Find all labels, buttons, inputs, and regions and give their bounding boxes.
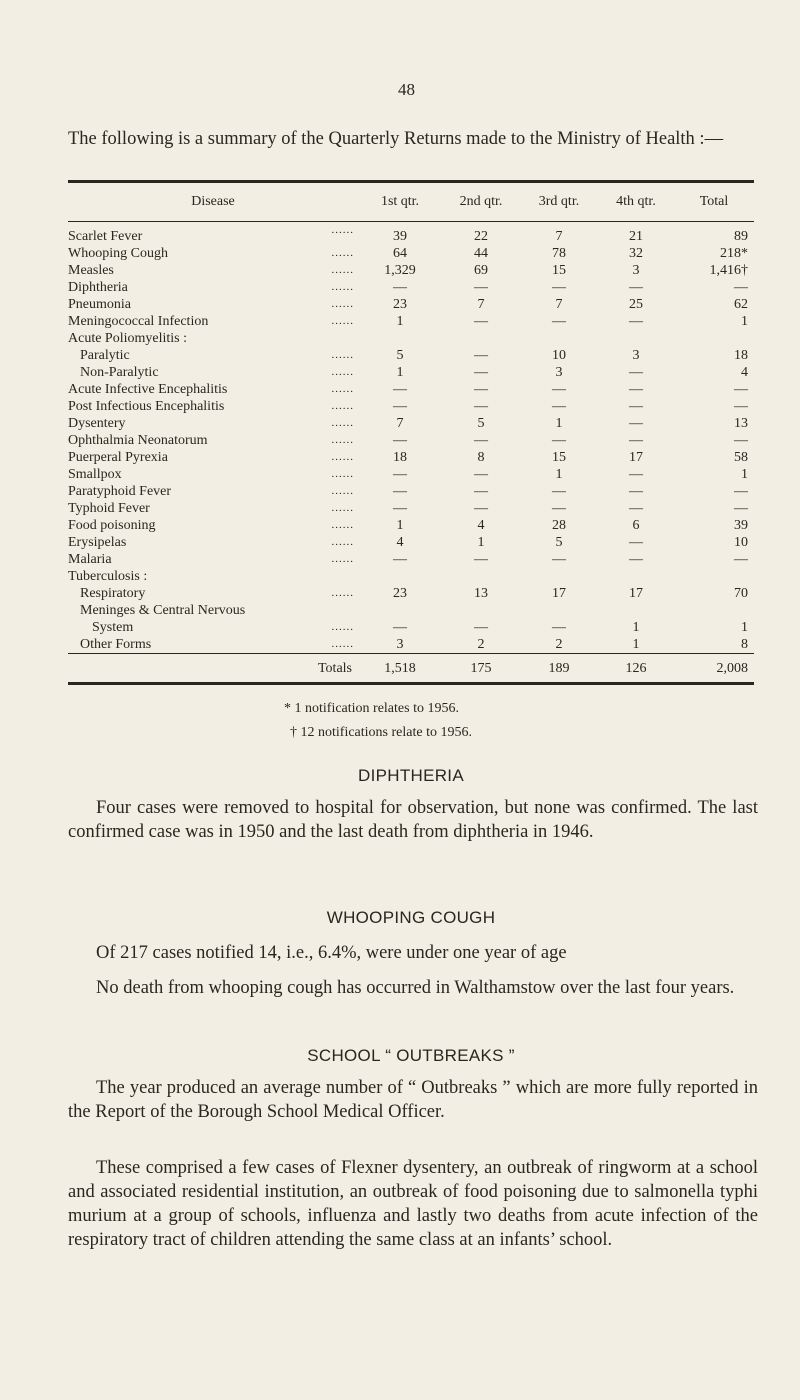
cell-q2: 69 — [474, 263, 488, 278]
leader-dots: ...... — [331, 553, 354, 565]
table-row — [68, 245, 754, 262]
cell-q2 — [442, 568, 520, 585]
cell-q1: 1 — [396, 314, 404, 329]
leader-dots: ...... — [331, 366, 354, 378]
cell-q1: — — [393, 552, 407, 567]
cell-total: 1 — [741, 467, 748, 482]
cell-q2 — [442, 330, 520, 347]
disease-label — [68, 245, 358, 262]
cell-total: 58 — [734, 450, 748, 465]
whooping-paragraph-2: No death from whooping cough has occurred in Walthamstow over the last four years. — [96, 978, 735, 998]
cell-q3: 3 — [555, 365, 563, 380]
disease-name: Diphtheria — [68, 280, 128, 295]
cell-q1: — — [393, 280, 407, 295]
diphtheria-paragraph: Four cases were removed to hospital for observation, but none was confirmed. The last confirmed case was in 1950 and the last death from diphtheria in 1946. — [68, 798, 758, 842]
leader-dots: ...... — [331, 536, 354, 548]
cell-q1: — — [393, 501, 407, 516]
disease-label — [68, 330, 358, 347]
leader-dots: ...... — [331, 400, 354, 412]
disease-name: Puerperal Pyrexia — [68, 450, 168, 465]
disease-name: Meningococcal Infection — [68, 314, 209, 329]
cell-q2: — — [474, 314, 488, 329]
disease-label — [68, 568, 358, 585]
cell-total: 13 — [734, 416, 748, 431]
table-row — [68, 313, 754, 330]
leader-dots: ...... — [331, 468, 354, 480]
leader-dots: ...... — [331, 417, 354, 429]
leader-dots: ...... — [331, 519, 354, 531]
header-disease: Disease — [68, 182, 358, 222]
table-row — [68, 466, 754, 483]
cell-q4 — [598, 568, 674, 585]
cell-q3: 7 — [555, 229, 563, 244]
disease-name: Food poisoning — [68, 518, 156, 533]
cell-q2: 1 — [477, 535, 485, 550]
cell-q4: — — [629, 467, 643, 482]
cell-total: 10 — [734, 535, 748, 550]
disease-name: Erysipelas — [68, 535, 127, 550]
cell-q1: 23 — [393, 297, 407, 312]
leader-dots: ...... — [331, 383, 354, 395]
table-row — [68, 483, 754, 500]
cell-total: 89 — [734, 229, 748, 244]
disease-label — [68, 222, 358, 246]
disease-label — [68, 619, 358, 636]
cell-total: 1 — [741, 620, 748, 635]
disease-label — [68, 381, 358, 398]
cell-q2: 44 — [474, 246, 488, 261]
cell-q1: — — [393, 620, 407, 635]
cell-q1: 23 — [393, 586, 407, 601]
cell-q4: 17 — [629, 586, 643, 601]
disease-name: Meninges & Central Nervous — [80, 603, 246, 618]
disease-name: Post Infectious Encephalitis — [68, 399, 225, 414]
cell-q1: 4 — [396, 535, 404, 550]
cell-q1: — — [393, 433, 407, 448]
cell-q2: 4 — [477, 518, 485, 533]
leader-dots: ...... — [331, 485, 354, 497]
table-row — [68, 551, 754, 568]
header-q1: 1st qtr. — [358, 182, 442, 222]
cell-q2: — — [474, 280, 488, 295]
cell-q1: 64 — [393, 246, 407, 261]
leader-dots: ...... — [331, 224, 354, 236]
table-row — [68, 449, 754, 466]
table-row — [68, 222, 754, 246]
cell-q2: 22 — [474, 229, 488, 244]
cell-q1: 1,329 — [384, 263, 416, 278]
cell-q4: 6 — [632, 518, 640, 533]
cell-q1: 39 — [393, 229, 407, 244]
school-paragraph-2: These comprised a few cases of Flexner dysentery, an outbreak of ringworm at a school and associated residential institution, an outbreak of food poisoning due to salmonella typhi murium at a group of schools, influenza and lastly two deaths from acute infection of the respiratory tract of children attending the same class at an infants’ school. — [68, 1158, 758, 1250]
cell-q2: — — [474, 484, 488, 499]
disease-name: Smallpox — [68, 467, 122, 482]
table-row — [68, 381, 754, 398]
cell-q2: 5 — [477, 416, 485, 431]
cell-q2: — — [474, 467, 488, 482]
cell-q3: — — [552, 620, 566, 635]
disease-name: Other Forms — [80, 637, 152, 652]
leader-dots: ...... — [331, 621, 354, 633]
disease-label — [68, 415, 358, 432]
cell-q3: 1 — [555, 467, 563, 482]
totals-total: 2,008 — [674, 654, 754, 684]
cell-total: 1 — [741, 314, 748, 329]
leader-dots: ...... — [331, 247, 354, 259]
table-row — [68, 636, 754, 654]
disease-label — [68, 279, 358, 296]
disease-name: Typhoid Fever — [68, 501, 150, 516]
table-row — [68, 296, 754, 313]
totals-q3: 189 — [520, 654, 598, 684]
cell-q4: 32 — [629, 246, 643, 261]
header-q4: 4th qtr. — [598, 182, 674, 222]
cell-q3: — — [552, 280, 566, 295]
cell-q4: 25 — [629, 297, 643, 312]
footnote-dagger: † 12 notifications relate to 1956. — [290, 725, 472, 740]
table-row — [68, 279, 754, 296]
disease-name: Paralytic — [80, 348, 130, 363]
disease-label — [68, 517, 358, 534]
cell-q1: 3 — [396, 637, 404, 652]
cell-q2: — — [474, 399, 488, 414]
cell-q3: 17 — [552, 586, 566, 601]
cell-q1 — [358, 330, 442, 347]
cell-total: 39 — [734, 518, 748, 533]
table-row — [68, 534, 754, 551]
cell-q4 — [598, 602, 674, 619]
leader-dots: ...... — [331, 281, 354, 293]
cell-total: 62 — [734, 297, 748, 312]
table-row — [68, 330, 754, 347]
disease-name: System — [92, 620, 134, 635]
cell-q2: — — [474, 620, 488, 635]
intro-paragraph: The following is a summary of the Quarterly Returns made to the Ministry of Health :— — [68, 129, 724, 149]
cell-q4: 3 — [632, 348, 640, 363]
disease-label — [68, 585, 358, 602]
cell-q1: — — [393, 484, 407, 499]
cell-q3 — [520, 602, 598, 619]
leader-dots: ...... — [331, 264, 354, 276]
disease-label — [68, 313, 358, 330]
disease-name: Pneumonia — [68, 297, 131, 312]
cell-q3: — — [552, 399, 566, 414]
cell-q2: — — [474, 552, 488, 567]
disease-label — [68, 534, 358, 551]
disease-label — [68, 466, 358, 483]
cell-q3: 5 — [555, 535, 563, 550]
disease-name: Non-Paralytic — [80, 365, 159, 380]
cell-q3: 78 — [552, 246, 566, 261]
totals-q2: 175 — [442, 654, 520, 684]
disease-label — [68, 636, 358, 654]
cell-q3: — — [552, 501, 566, 516]
cell-q3: 28 — [552, 518, 566, 533]
cell-q4: 3 — [632, 263, 640, 278]
table-header-row — [68, 182, 754, 222]
cell-q1: 1 — [396, 365, 404, 380]
disease-name: Malaria — [68, 552, 112, 567]
disease-name: Acute Infective Encephalitis — [68, 382, 228, 397]
cell-q1: 5 — [396, 348, 404, 363]
cell-q1: — — [393, 399, 407, 414]
table-row — [68, 619, 754, 636]
leader-dots: ...... — [331, 451, 354, 463]
cell-q2: — — [474, 365, 488, 380]
cell-q3: — — [552, 552, 566, 567]
cell-q4: 1 — [632, 637, 640, 652]
cell-total — [674, 602, 754, 619]
leader-dots: ...... — [331, 638, 354, 650]
cell-q1: 7 — [396, 416, 404, 431]
disease-name: Respiratory — [80, 586, 146, 601]
cell-q3: — — [552, 484, 566, 499]
table-row — [68, 364, 754, 381]
cell-total: — — [734, 382, 748, 397]
page-number: 48 — [398, 80, 415, 99]
disease-label — [68, 432, 358, 449]
cell-q1: — — [393, 467, 407, 482]
cell-total: — — [734, 501, 748, 516]
cell-q4: — — [629, 484, 643, 499]
table-row — [68, 517, 754, 534]
totals-row — [68, 654, 754, 684]
cell-q4: — — [629, 314, 643, 329]
table-row — [68, 568, 754, 585]
disease-label — [68, 398, 358, 415]
school-paragraph-1: The year produced an average number of “ Outbreaks ” which are more fully reported in the Report of the Borough School Medical Officer. — [68, 1078, 758, 1122]
cell-q3: — — [552, 382, 566, 397]
cell-total: — — [734, 399, 748, 414]
header-q2: 2nd qtr. — [442, 182, 520, 222]
cell-q3: 10 — [552, 348, 566, 363]
disease-label — [68, 347, 358, 364]
leader-dots: ...... — [331, 434, 354, 446]
cell-q4: — — [629, 399, 643, 414]
table-row — [68, 262, 754, 279]
disease-name: Whooping Cough — [68, 246, 168, 261]
cell-q3 — [520, 568, 598, 585]
heading-whooping-cough: WHOOPING COUGH — [326, 908, 496, 927]
leader-dots: ...... — [331, 587, 354, 599]
disease-label — [68, 449, 358, 466]
cell-q3: 2 — [555, 637, 563, 652]
cell-q3: — — [552, 314, 566, 329]
quarterly-returns-table — [68, 180, 754, 685]
cell-q1 — [358, 602, 442, 619]
cell-total: 218* — [720, 246, 748, 261]
cell-q2 — [442, 602, 520, 619]
cell-q2: — — [474, 382, 488, 397]
disease-label — [68, 551, 358, 568]
table-row — [68, 398, 754, 415]
heading-diphtheria: DIPHTHERIA — [358, 766, 464, 785]
cell-q2: 8 — [477, 450, 485, 465]
cell-q3: 7 — [555, 297, 563, 312]
cell-q2: 2 — [477, 637, 485, 652]
disease-name: Ophthalmia Neonatorum — [68, 433, 208, 448]
cell-q2: — — [474, 348, 488, 363]
cell-q3: 15 — [552, 263, 566, 278]
header-total: Total — [674, 182, 754, 222]
heading-school-outbreaks: SCHOOL “ OUTBREAKS ” — [307, 1046, 515, 1065]
disease-name: Acute Poliomyelitis : — [68, 331, 187, 346]
cell-total — [674, 330, 754, 347]
cell-total — [674, 568, 754, 585]
leader-dots: ...... — [331, 502, 354, 514]
cell-total: 4 — [741, 365, 748, 380]
cell-q4: — — [629, 552, 643, 567]
cell-q1: 18 — [393, 450, 407, 465]
disease-name: Tuberculosis : — [68, 569, 148, 584]
cell-q1 — [358, 568, 442, 585]
cell-q3 — [520, 330, 598, 347]
table-row — [68, 500, 754, 517]
cell-q4: — — [629, 433, 643, 448]
disease-label — [68, 262, 358, 279]
cell-q1: 1 — [396, 518, 404, 533]
disease-name: Measles — [68, 263, 114, 278]
disease-label — [68, 364, 358, 381]
cell-q3: 1 — [555, 416, 563, 431]
leader-dots: ...... — [331, 315, 354, 327]
leader-dots: ...... — [331, 349, 354, 361]
cell-q4: — — [629, 416, 643, 431]
cell-total: 8 — [741, 637, 748, 652]
cell-q2: 7 — [477, 297, 485, 312]
table-row — [68, 347, 754, 364]
cell-total: — — [734, 484, 748, 499]
disease-label — [68, 602, 358, 619]
whooping-paragraph-1: Of 217 cases notified 14, i.e., 6.4%, were under one year of age — [96, 943, 567, 963]
totals-label: Totals — [68, 654, 358, 684]
disease-label — [68, 296, 358, 313]
cell-total: — — [734, 433, 748, 448]
table-row — [68, 585, 754, 602]
cell-q3: — — [552, 433, 566, 448]
disease-name: Scarlet Fever — [68, 229, 143, 244]
disease-label — [68, 483, 358, 500]
cell-q4 — [598, 330, 674, 347]
disease-name: Dysentery — [68, 416, 126, 431]
totals-q4: 126 — [598, 654, 674, 684]
table-row — [68, 602, 754, 619]
cell-q2: — — [474, 501, 488, 516]
cell-q4: — — [629, 280, 643, 295]
cell-q1: — — [393, 382, 407, 397]
cell-q2: — — [474, 433, 488, 448]
cell-q4: — — [629, 535, 643, 550]
cell-total: — — [734, 280, 748, 295]
cell-q2: 13 — [474, 586, 488, 601]
table-row — [68, 415, 754, 432]
cell-total: 18 — [734, 348, 748, 363]
totals-q1: 1,518 — [358, 654, 442, 684]
cell-q4: 21 — [629, 229, 643, 244]
table-row — [68, 432, 754, 449]
cell-q3: 15 — [552, 450, 566, 465]
header-q3: 3rd qtr. — [520, 182, 598, 222]
footnote-star: * 1 notification relates to 1956. — [284, 701, 459, 716]
cell-q4: — — [629, 382, 643, 397]
cell-total: 70 — [734, 586, 748, 601]
cell-q4: — — [629, 501, 643, 516]
disease-label — [68, 500, 358, 517]
cell-q4: 1 — [632, 620, 640, 635]
cell-q4: 17 — [629, 450, 643, 465]
disease-name: Paratyphoid Fever — [68, 484, 172, 499]
cell-total: 1,416† — [709, 263, 748, 278]
cell-q4: — — [629, 365, 643, 380]
cell-total: — — [734, 552, 748, 567]
leader-dots: ...... — [331, 298, 354, 310]
